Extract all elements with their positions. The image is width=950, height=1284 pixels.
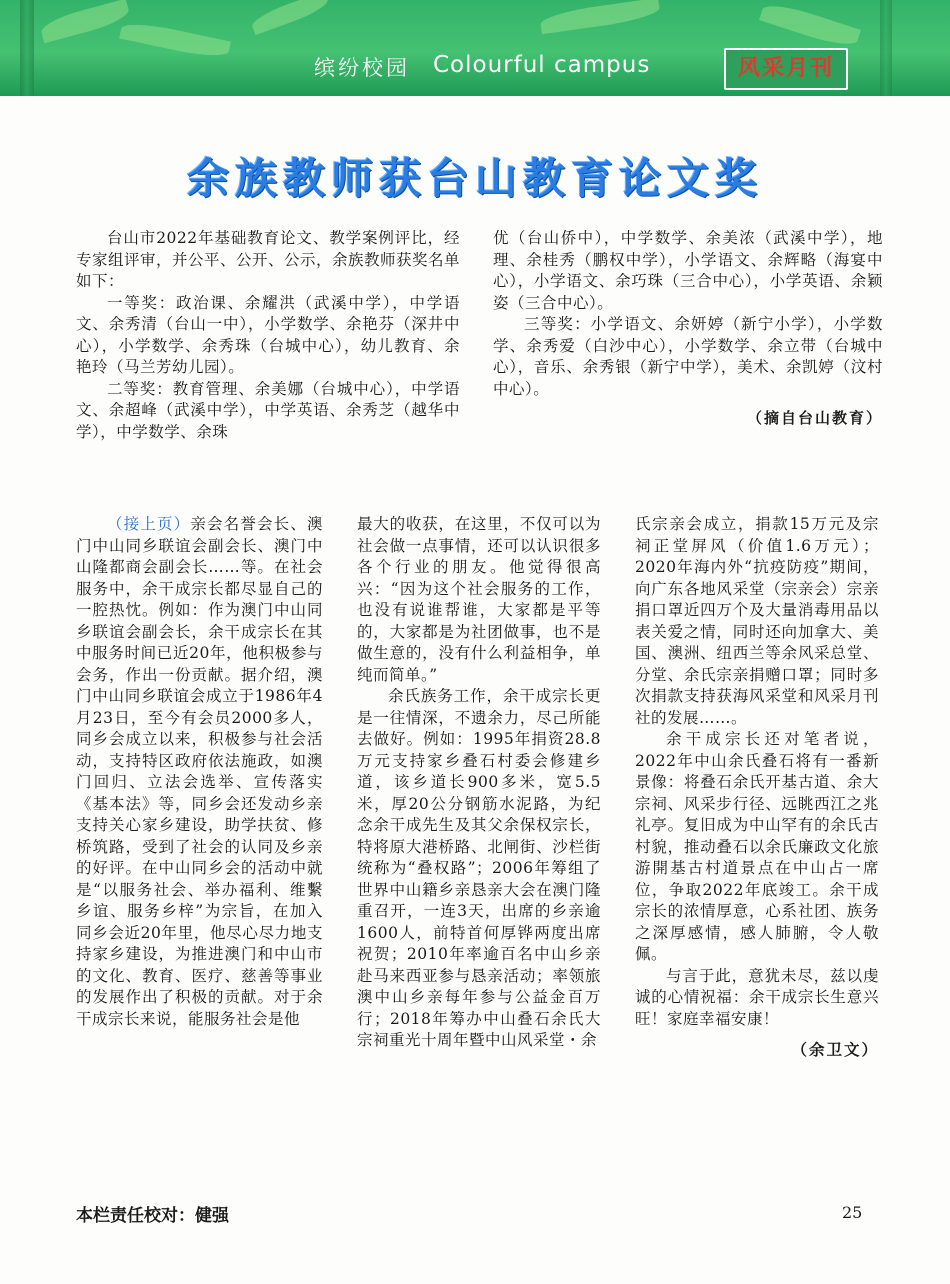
header-banner [0,0,950,96]
continued-marker: （接上页） [107,515,191,533]
article1-paragraph: 一等奖：政治课、余耀洪（武溪中学），中学语文、余秀清（台山一中），小学数学、余艳芬（深井中心），小学数学、余秀珠（台城中心），幼儿教育、余艳玲（马兰芳幼儿园）。 [76,293,460,376]
article2-text: 亲会名誉会长、澳门中山同乡联谊会副会长、澳门中山隆都商会副会长……等。在社会服务中，余干成宗长都尽显自己的一腔热忱。例如：作为澳门中山同乡联谊会副会长，余干成宗长在其中服务时间已近20年，他积极参与会务，作出一份贡献。据介绍，澳门中山同乡联谊会成立于1986年4月23日，至今有会员2000多人，同乡会成立以来，积极参与社会活动，支持特区政府依法施政，如澳门回归、立法会选举、宣传落实《基本法》等，同乡会还发动乡亲支持关心家乡建设，助学扶贫、修桥筑路，受到了社会的认同及乡亲的好评。在中山同乡会的活动中就是“以服务社会、举办福利、维繫乡谊、服务乡梓”为宗旨，在加入同乡会近20年里，他尽心尽力地支持家乡建设，为推进澳门和中山市的文化、教育、医疗、慈善等事业的发展作出了积极的贡献。对于余干成宗长来说，能服务社会是他 [76,515,323,1028]
proofreader-credit: 本栏责任校对：健强 [76,1206,229,1226]
article1-column-left [76,228,460,443]
article1-paragraph: 台山市2022年基础教育论文、教学案例评比，经专家组评审，并公平、公开、公示，余族教师获奖名单如下： [76,229,461,290]
article1-credit: （摘自台山教育） [746,409,883,427]
article2-paragraph: 余干成宗长还对笔者说，2022年中山余氏叠石将有一番新景像：将叠石余氏开基古道、余大宗祠、风采步行径、远眺西江之兆礼亭。复旧成为中山罕有的余氏古村貌，推动叠石以余氏廉政文化旅游開基古村道景点在中山占一席位，争取2022年底竣工。余干成宗长的浓情厚意，心系社团、族务之深厚感情，感人肺腑，令人敬佩。 [635,730,879,963]
article2-paragraph-continued: 氏宗亲会成立，捐款15万元及宗祠正堂屏风（价值1.6万元）；2020年海内外“抗疫防疫”期间，向广东各地风采堂（宗亲会）宗亲捐口罩近四万个及大量消毒用品以表关爱之情，同时还向加拿大、美国、澳洲、纽西兰等余风采总堂、分堂、余氏宗亲捐赠口罩；同时多次捐款支持获海风采堂和风采月刊社的发展……。 [635,515,879,727]
leaf-decoration [539,0,661,34]
article2-column-1 [76,514,323,1030]
leaf-decoration [759,0,861,51]
article1-paragraph: 三等奖：小学语文、余妍婷（新宁小学），小学数学、余秀爱（白沙中心），小学数学、余立带（台城中心），音乐、余秀银（新宁中学），美术、余凯婷（汶村中心）。 [493,315,883,398]
leaf-decoration [249,0,330,35]
article2-column-2 [357,514,601,1052]
article2-paragraph-continued: 最大的收获，在这里，不仅可以为社会做一点事情，还可以认识很多各个行业的朋友。他觉得很高兴：“因为这个社会服务的工作，也没有说谁帮谁，大家都是平等的，大家都是为社团做事，也不是做生意的，没有什么利益相争，单纯而简单。” [357,515,601,684]
article2-paragraph: 余氏族务工作，余干成宗长更是一往情深，不遗余力，尽己所能去做好。例如：1995年捐资28.8万元支持家乡叠石村委会修建乡道，该乡道长900多米，宽5.5米，厚20公分钢筋水泥路，为纪念余干成先生及其父余保权宗长，特将原大港桥路、北闸街、沙栏街统称为“叠权路”；2006年筹组了世界中山籍乡亲恳亲大会在澳门隆重召开，一连3天，出席的乡亲逾1600人，前特首何厚铧两度出席祝贺；2010年率逾百名中山乡亲赴马来西亚参与恳亲活动；率领旅澳中山乡亲每年参与公益金百万行；2018年筹办中山叠石余氏大宗祠重光十周年暨中山风采堂・余 [357,687,601,1049]
page-number: 25 [842,1203,863,1222]
article-title: 余族教师获台山教育论文奖 [186,154,763,203]
bamboo-decoration [20,0,34,96]
brand-badge [724,48,848,90]
article1-paragraph-continued: 优（台山侨中），中学数学、余美浓（武溪中学），地理、余桂秀（鹏权中学），小学语文、余辉略（海宴中心），小学语文、余巧珠（三合中心），小学英语、余颖姿（三合中心）。 [493,229,883,312]
article2-author: （余卫文） [791,1041,879,1059]
leaf-decoration [39,0,132,43]
article2-column-3 [635,514,879,1062]
brand-label: 风采月刊 [737,56,834,81]
section-title-cn: 缤纷校园 [314,56,410,80]
article2-paragraph: 与言于此，意犹未尽，兹以虔诚的心情祝福：余干成宗长生意兴旺！家庭幸福安康！ [635,966,879,1028]
article2-paragraph [76,514,323,1030]
article1-paragraph: 二等奖：教育管理、余美娜（台城中心），中学语文、余超峰（武溪中学），中学英语、余秀芝（越华中学），中学数学、余珠 [76,379,460,441]
article1-column-right [493,228,883,430]
leaf-decoration [119,19,231,61]
bamboo-decoration [880,0,892,96]
section-title-en: Colourful campus [433,52,651,78]
